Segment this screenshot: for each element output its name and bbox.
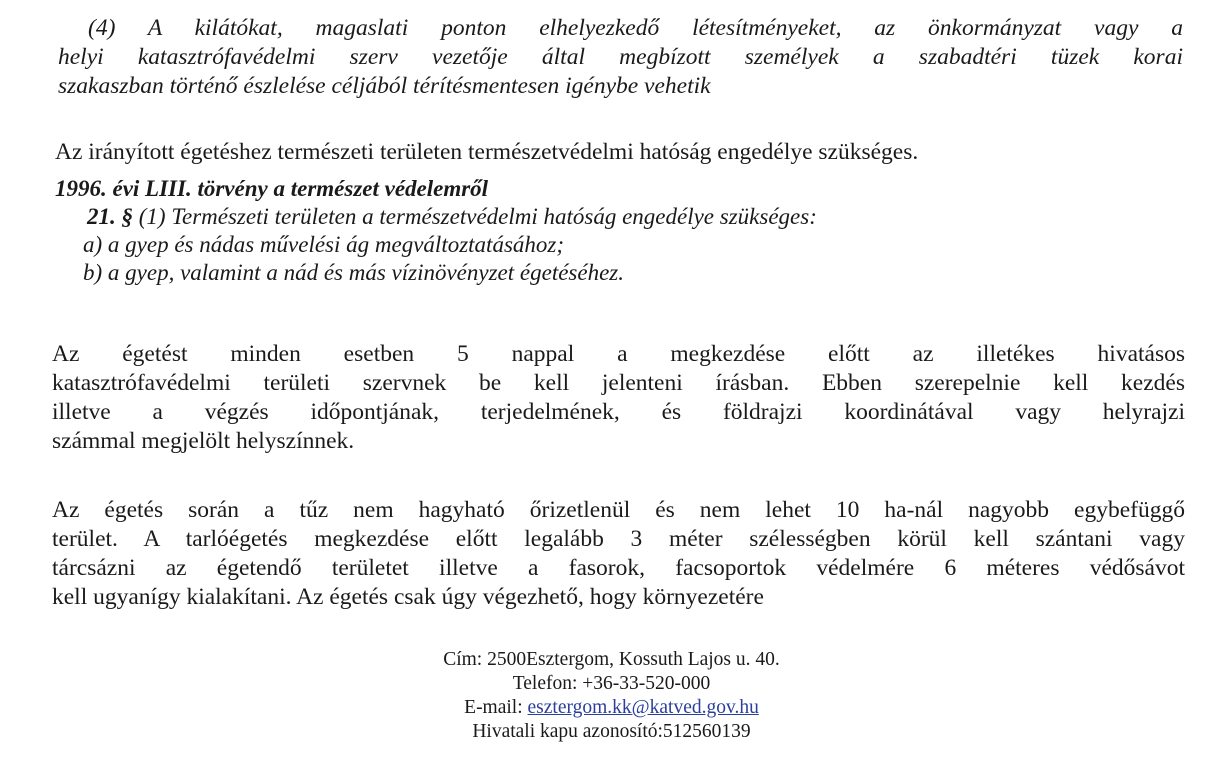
paragraph-line: (4) A kilátókat, magaslati ponton elhelyezkedő létesítményeket, az önkormányzat vagy a: [88, 15, 1183, 41]
footer-address: Cím: 2500Esztergom, Kossuth Lajos u. 40.: [443, 649, 780, 670]
paragraph-line: szakaszban történő észlelése céljából térítésmentesen igénybe vehetik: [58, 73, 711, 99]
footer-phone: Telefon: +36-33-520-000: [512, 673, 711, 694]
paragraph-line: Az irányított égetéshez természeti területen természetvédelmi hatóság engedélye szükséges.: [55, 139, 919, 165]
law-section-text: (1) Természeti területen a természetvédelmi hatóság engedélye szükséges:: [133, 204, 817, 229]
law-item-a: a) a gyep és nádas művelési ág megváltoztatásához;: [83, 232, 565, 257]
paragraph-line: helyi katasztrófavédelmi szerv vezetője által megbízott személyek a szabadtéri tüzek korai: [58, 44, 1183, 70]
paragraph-line: terület. A tarlóégetés megkezdése előtt legalább 3 méter szélességben körül kell szántani vagy: [52, 526, 1185, 552]
paragraph-line: Az égetést minden esetben 5 nappal a megkezdése előtt az illetékes hivatásos: [52, 341, 1185, 367]
paragraph-line: tárcsázni az égetendő területet illetve a fasorok, facsoportok védelmére 6 méteres védősávot: [52, 555, 1185, 581]
paragraph-line: illetve a végzés időpontjának, terjedelmének, és földrajzi koordinátával vagy helyrajzi: [52, 399, 1185, 425]
paragraph-notification: [52, 340, 1185, 456]
paragraph-line: Az égetés során a tűz nem hagyható őrizetlenül és nem lehet 10 ha-nál nagyobb egybefüggő: [52, 497, 1185, 523]
paragraph-observation-towers: [58, 14, 1183, 101]
footer-gateway-id: Hivatali kapu azonosító:512560139: [472, 721, 751, 742]
law-title: 1996. évi LIII. törvény a természet védelemről: [55, 176, 489, 201]
law-citation: [55, 175, 1185, 287]
footer-email-label: E-mail:: [464, 697, 528, 718]
paragraph-controlled-burning: [55, 138, 1185, 167]
paragraph-line: kell ugyanígy kialakítani. Az égetés csak úgy végezhető, hogy környezetére: [52, 584, 764, 610]
law-section: [55, 203, 1185, 231]
footer-email-link[interactable]: esztergom.kk@katved.gov.hu: [527, 697, 759, 718]
footer-email-line: [0, 696, 1223, 720]
paragraph-line: számmal megjelölt helyszínnek.: [52, 428, 355, 454]
law-item-b: b) a gyep, valamint a nád és más vízinövényzet égetéséhez.: [83, 260, 624, 285]
footer-contact: [0, 648, 1223, 744]
paragraph-line: katasztrófavédelmi területi szervnek be kell jelenteni írásban. Ebben szerepelnie kell kezdés: [52, 370, 1185, 396]
paragraph-burning-rules: [52, 496, 1185, 612]
law-section-number: 21. §: [87, 204, 133, 229]
